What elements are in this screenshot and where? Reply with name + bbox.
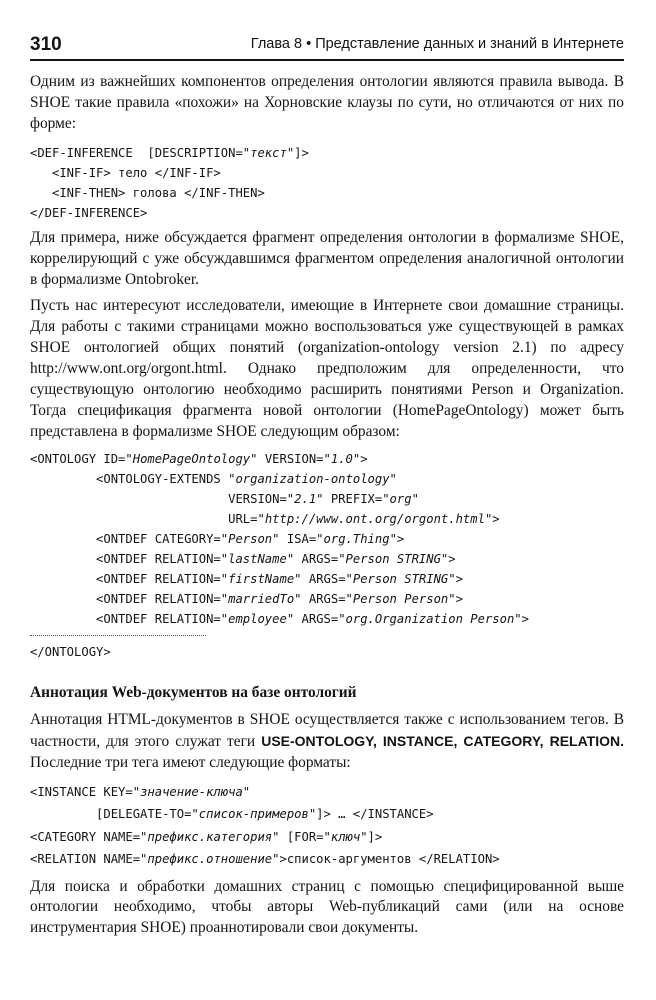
- code-line: URL="http://www.ont.org/orgont.html">: [30, 511, 500, 526]
- code-line: <ONTDEF RELATION="marriedTo" ARGS="Person Person">: [30, 591, 463, 606]
- code-line: <ONTDEF RELATION="employee" ARGS="org.Organization Person">: [30, 611, 529, 626]
- code-line: VERSION="2.1" PREFIX="org": [30, 491, 419, 506]
- code-line: <ONTOLOGY ID="HomePageOntology" VERSION="1.0">: [30, 451, 368, 466]
- code-line: <INF-THEN> голова </INF-THEN>: [30, 185, 265, 200]
- section-heading: Аннотация Web-документов на базе онтологий: [30, 683, 357, 701]
- code-tag-formats: [30, 781, 624, 871]
- code-ontology: [30, 449, 624, 629]
- code-def-inference: [30, 143, 624, 223]
- code-line: <ONTDEF RELATION="lastName" ARGS="Person STRING">: [30, 551, 456, 566]
- code-line: <ONTDEF CATEGORY="Person" ISA="org.Thing">: [30, 531, 405, 546]
- code-line: <ONTDEF RELATION="firstName" ARGS="Person STRING">: [30, 571, 463, 586]
- page-number: 310: [30, 34, 62, 55]
- page-content: [30, 72, 624, 939]
- paragraph-annotation: Аннотация HTML-документов в SHOE осуществляется также с использованием тегов. В частности, для этого служат теги USE-ONTOLOGY, INSTANCE, CATEGORY, RELATION. Последние три тега имеют следующие форматы:: [30, 710, 625, 771]
- paragraph-researchers: Пусть нас интересуют исследователи, имеющие в Интернете свои домашние страницы. Для работы с такими страницами можно воспользоваться уже существующей в рамках SHOE онтологией общих понятий (organization-ontology version 2.1) по адресу http://www.ont.org/orgont.html. Однако предположим для определенности, что существующую онтологию необходимо расширить понятиями Person и Organization. Тогда спецификация фрагмента новой онтологии (HomePageOntology) может быть представлена в формализме SHOE следующим образом:: [30, 297, 624, 440]
- code-ontology-end: [30, 642, 624, 662]
- paragraph-example: Для примера, ниже обсуждается фрагмент определения онтологии в формализме SHOE, коррелирующий с уже обсуждавшимся фрагментом определения аналогичной онтологии в формализме Ontobroker.: [30, 228, 624, 288]
- code-line: <DEF-INFERENCE [DESCRIPTION="текст"]>: [30, 145, 309, 160]
- running-title: Глава 8 • Представление данных и знаний в Интернете: [250, 36, 624, 52]
- code-line: <INF-IF> тело </INF-IF>: [30, 165, 221, 180]
- code-line: <CATEGORY NAME="префикс.категория" [FOR="ключ"]>: [30, 829, 383, 844]
- paragraph-conclusion: Для поиска и обработки домашних страниц с помощью специфицированной выше онтологии необходимо, чтобы авторы Web-публикаций сами (или на основе инструментария SHOE) проаннотировали свои документы.: [30, 877, 624, 937]
- code-line: </DEF-INFERENCE>: [30, 205, 148, 220]
- tag-names: USE-ONTOLOGY, INSTANCE, CATEGORY, RELATION.: [261, 732, 625, 749]
- code-line: [DELEGATE-TO="список-примеров"]> … </INSTANCE>: [30, 807, 434, 821]
- code-line: <INSTANCE KEY="значение-ключа": [30, 784, 251, 799]
- header-rule: [30, 59, 624, 61]
- code-line: <ONTOLOGY-EXTENDS "organization-ontology": [30, 471, 397, 486]
- code-line: </ONTOLOGY>: [30, 644, 111, 659]
- dotted-ellipsis-line: [30, 635, 206, 636]
- paragraph-inference-rules: Одним из важнейших компонентов определения онтологии являются правила вывода. В SHOE такие правила «похожи» на Хорновские клаузы по сути, но отличаются от них по форме:: [30, 73, 624, 132]
- page-header: [30, 34, 624, 60]
- code-line: <RELATION NAME="префикс.отношение">список-аргументов </RELATION>: [30, 852, 500, 866]
